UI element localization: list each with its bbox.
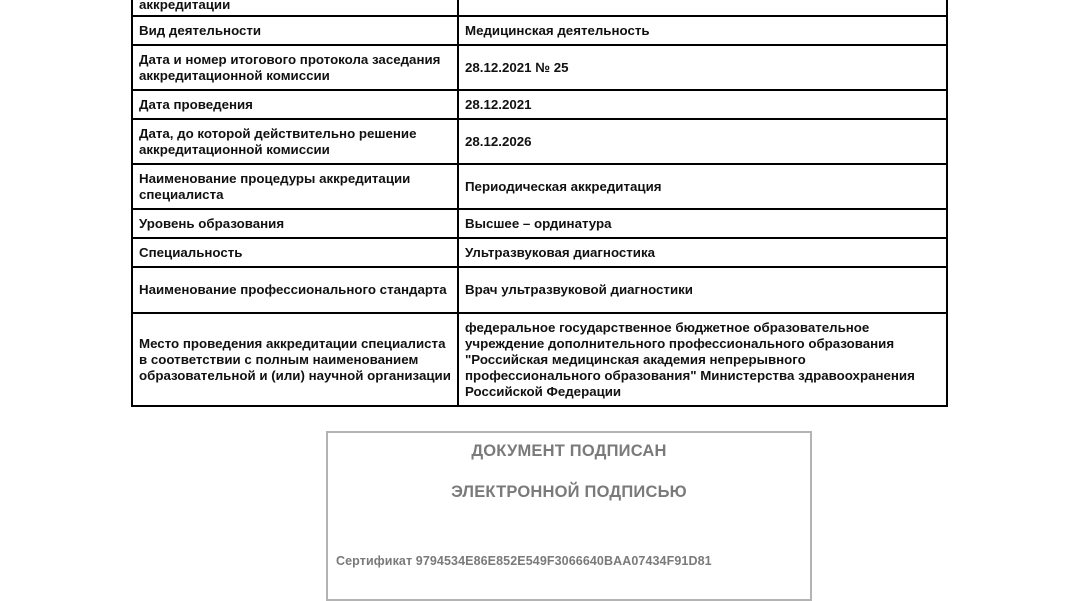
table-row: [132, 45, 947, 90]
row-label: Специальность: [132, 238, 458, 267]
row-label: Наименование профессионального стандарта: [132, 267, 458, 313]
row-label: Наименование процедуры аккредитации специалиста: [132, 164, 458, 209]
row-label: Дата и номер итогового протокола заседания аккредитационной комиссии: [132, 45, 458, 90]
table-row: [132, 267, 947, 313]
table-row: [132, 0, 947, 16]
stamp-title-line2: ЭЛЕКТРОННОЙ ПОДПИСЬЮ: [451, 483, 687, 501]
table-row: [132, 16, 947, 45]
row-value: Медицинская деятельность: [458, 16, 947, 45]
row-value: 28.12.2026: [458, 119, 947, 164]
accreditation-table-container: [131, 0, 944, 407]
electronic-signature-stamp: [326, 431, 812, 601]
row-label: Дата проведения: [132, 90, 458, 119]
accreditation-table: [131, 0, 948, 407]
row-value: Периодическая аккредитация: [458, 164, 947, 209]
row-value: Врач ультразвуковой диагностики: [458, 267, 947, 313]
table-row: [132, 119, 947, 164]
table-row: [132, 238, 947, 267]
certificate-number: Сертификат 9794534E86E852E549F3066640BAA07434F91D81: [336, 554, 712, 568]
row-value: 28.12.2021 № 25: [458, 45, 947, 90]
row-value: 28.12.2021: [458, 90, 947, 119]
row-value: Высшее – ординатура: [458, 209, 947, 238]
row-label: аккредитации: [132, 0, 458, 16]
row-value: Ультразвуковая диагностика: [458, 238, 947, 267]
row-label: Уровень образования: [132, 209, 458, 238]
row-value: [458, 0, 947, 16]
row-label: Место проведения аккредитации специалиста в соответствии с полным наименованием образовательной и (или) научной организации: [132, 313, 458, 406]
table-row: [132, 209, 947, 238]
row-value: федеральное государственное бюджетное образовательное учреждение дополнительного профессионального образования "Российская медицинская академия непрерывного профессионального образования" Министерства здравоохранения Российской Федерации: [458, 313, 947, 406]
table-row: [132, 90, 947, 119]
stamp-title-line1: ДОКУМЕНТ ПОДПИСАН: [471, 442, 667, 460]
table-row: [132, 164, 947, 209]
row-label: Дата, до которой действительно решение аккредитационной комиссии: [132, 119, 458, 164]
row-label: Вид деятельности: [132, 16, 458, 45]
table-row: [132, 313, 947, 406]
